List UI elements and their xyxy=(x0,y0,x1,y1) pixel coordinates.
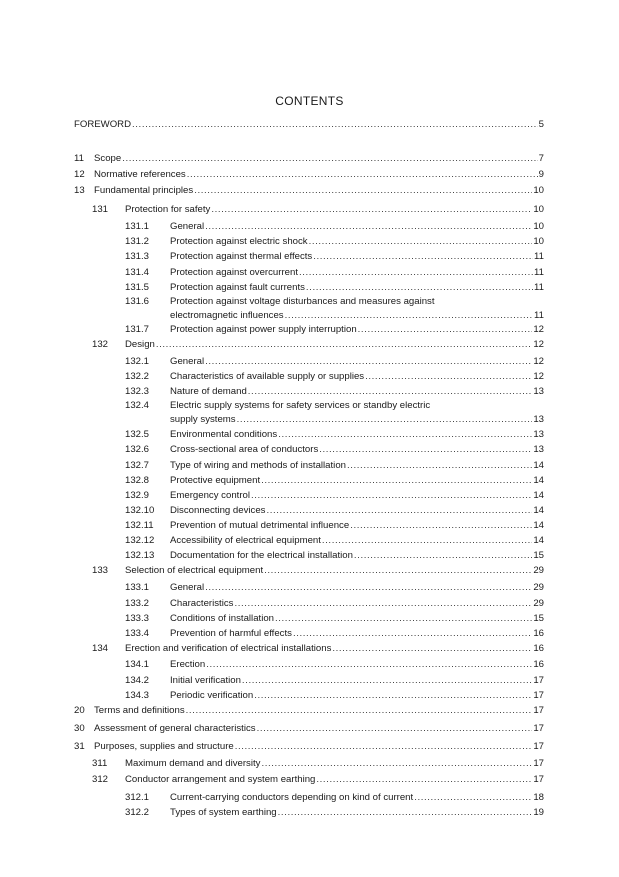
section-number: 312.2 xyxy=(125,807,150,818)
section-title[interactable]: Protection against overcurrent xyxy=(170,267,298,278)
dot-leader xyxy=(186,705,533,717)
section-number: 132.5 xyxy=(125,429,150,440)
dot-leader xyxy=(266,505,532,517)
page-number[interactable]: 29 xyxy=(533,598,544,609)
section-number: 132.2 xyxy=(125,371,150,382)
page-number[interactable]: 16 xyxy=(533,628,544,639)
dot-leader xyxy=(322,535,532,547)
section-title[interactable]: Fundamental principles xyxy=(94,185,194,196)
toc-entry[interactable] xyxy=(74,324,544,336)
dot-leader xyxy=(205,356,532,368)
dot-leader xyxy=(319,444,532,456)
dot-leader xyxy=(313,251,533,263)
page-number[interactable]: 11 xyxy=(534,267,544,278)
section-number: 20 xyxy=(74,705,85,716)
section-title[interactable]: Protection against electric shock xyxy=(170,236,308,247)
section-title[interactable]: FOREWORD xyxy=(74,119,132,130)
dot-leader xyxy=(122,153,537,165)
dot-leader xyxy=(257,723,533,735)
page-number[interactable]: 17 xyxy=(533,675,544,686)
dot-leader xyxy=(306,282,533,294)
section-number: 132.6 xyxy=(125,444,150,455)
toc-entry[interactable] xyxy=(74,520,544,532)
toc-entry-line1[interactable]: Electric supply systems for safety services or standby electric xyxy=(170,400,431,411)
page-title: CONTENTS xyxy=(275,94,344,108)
toc-entry[interactable] xyxy=(74,741,544,753)
section-title[interactable]: Type of wiring and methods of installation xyxy=(170,460,346,471)
page-number[interactable]: 16 xyxy=(533,659,544,670)
section-title[interactable]: Emergency control xyxy=(170,490,250,501)
page-number[interactable]: 10 xyxy=(533,236,544,247)
section-number: 132.8 xyxy=(125,475,150,486)
section-title[interactable]: Terms and definitions xyxy=(94,705,185,716)
section-title[interactable]: Normative references xyxy=(94,169,186,180)
section-title[interactable]: General xyxy=(170,582,205,593)
dot-leader xyxy=(414,792,532,804)
page-number[interactable]: 15 xyxy=(533,550,544,561)
page-number[interactable]: 14 xyxy=(533,520,544,531)
dot-leader xyxy=(234,598,532,610)
toc-entry[interactable] xyxy=(74,598,544,610)
toc-entry[interactable] xyxy=(74,339,544,351)
section-number: 132.9 xyxy=(125,490,150,501)
section-number: 131.7 xyxy=(125,324,150,335)
section-title[interactable]: Accessibility of electrical equipment xyxy=(170,535,321,546)
dot-leader xyxy=(132,119,538,131)
toc-entry[interactable] xyxy=(74,550,544,562)
section-number: 131.4 xyxy=(125,267,150,278)
page-number[interactable]: 17 xyxy=(533,758,544,769)
section-title[interactable]: Protection against fault currents xyxy=(170,282,305,293)
page-number[interactable]: 12 xyxy=(533,371,544,382)
section-number: 12 xyxy=(74,169,85,180)
toc-entry[interactable] xyxy=(74,582,544,594)
section-title[interactable]: Erection xyxy=(170,659,206,670)
section-number: 134.3 xyxy=(125,690,150,701)
page-number[interactable]: 14 xyxy=(533,460,544,471)
toc-entry[interactable] xyxy=(74,169,544,181)
dot-leader xyxy=(211,204,532,216)
section-number: 131.5 xyxy=(125,282,150,293)
page-number[interactable]: 17 xyxy=(533,705,544,716)
section-title[interactable]: Nature of demand xyxy=(170,386,247,397)
section-number: 132.13 xyxy=(125,550,155,561)
section-number: 13 xyxy=(74,185,85,196)
toc-entry[interactable] xyxy=(74,204,544,216)
dot-leader xyxy=(251,490,532,502)
section-title[interactable]: Disconnecting devices xyxy=(170,505,266,516)
section-number: 132.12 xyxy=(125,535,155,546)
section-title[interactable]: Protection for safety xyxy=(125,204,211,215)
dot-leader xyxy=(316,774,532,786)
page-number[interactable]: 12 xyxy=(533,339,544,350)
dot-leader xyxy=(237,414,533,426)
section-number: 132 xyxy=(92,339,109,350)
toc-entry[interactable] xyxy=(74,236,544,248)
page-number[interactable]: 14 xyxy=(533,505,544,516)
section-title[interactable]: Protection against thermal effects xyxy=(170,251,313,262)
section-title[interactable]: Prevention of harmful effects xyxy=(170,628,292,639)
toc-entry[interactable] xyxy=(74,643,544,655)
dot-leader xyxy=(235,741,533,753)
section-title[interactable]: Environmental conditions xyxy=(170,429,278,440)
toc-entry[interactable] xyxy=(74,221,544,233)
page-number[interactable]: 12 xyxy=(533,356,544,367)
section-number: 31 xyxy=(74,741,85,752)
toc-entry[interactable] xyxy=(74,490,544,502)
page-number[interactable]: 13 xyxy=(533,429,544,440)
page-number[interactable]: 11 xyxy=(534,282,544,293)
page-number[interactable]: 7 xyxy=(538,153,544,164)
page-number[interactable]: 12 xyxy=(533,324,544,335)
dot-leader xyxy=(156,339,532,351)
section-number: 134.2 xyxy=(125,675,150,686)
toc-entry[interactable] xyxy=(74,251,544,263)
section-number: 133.1 xyxy=(125,582,150,593)
section-title[interactable]: electromagnetic influences xyxy=(170,310,284,321)
page-number[interactable]: 10 xyxy=(533,204,544,215)
section-title[interactable]: Purposes, supplies and structure xyxy=(94,741,234,752)
page-number[interactable]: 17 xyxy=(533,774,544,785)
toc-entry[interactable] xyxy=(74,444,544,456)
section-number: 132.4 xyxy=(125,400,150,411)
toc-entry[interactable] xyxy=(74,119,544,131)
section-title[interactable]: Scope xyxy=(94,153,122,164)
dot-leader xyxy=(254,690,532,702)
dot-leader xyxy=(358,324,533,336)
section-title[interactable]: Conditions of installation xyxy=(170,613,274,624)
page-number[interactable]: 10 xyxy=(533,185,544,196)
section-number: 131.1 xyxy=(125,221,150,232)
section-number: 131 xyxy=(92,204,109,215)
dot-leader xyxy=(354,550,532,562)
section-title[interactable]: Characteristics of available supply or supplies xyxy=(170,371,365,382)
dot-leader xyxy=(187,169,538,181)
section-number: 131.3 xyxy=(125,251,150,262)
section-title[interactable]: Documentation for the electrical installation xyxy=(170,550,353,561)
dot-leader xyxy=(285,310,533,322)
section-number: 11 xyxy=(74,153,84,164)
page-number[interactable]: 29 xyxy=(533,565,544,576)
section-number: 312.1 xyxy=(125,792,150,803)
section-number: 133 xyxy=(92,565,109,576)
section-number: 133.3 xyxy=(125,613,150,624)
toc-entry[interactable] xyxy=(74,535,544,547)
toc-entry[interactable] xyxy=(74,429,544,441)
toc-entry[interactable] xyxy=(74,628,544,640)
toc-entry[interactable] xyxy=(74,185,544,197)
toc-entry[interactable] xyxy=(74,282,544,294)
page-number[interactable]: 18 xyxy=(533,792,544,803)
toc-entry[interactable] xyxy=(74,475,544,487)
dot-leader xyxy=(242,675,532,687)
dot-leader xyxy=(206,659,532,671)
toc-entry[interactable] xyxy=(74,505,544,517)
section-number: 30 xyxy=(74,723,85,734)
toc-entry[interactable] xyxy=(74,774,544,786)
page-number[interactable]: 14 xyxy=(533,535,544,546)
toc-entry[interactable] xyxy=(74,460,544,472)
section-number: 311 xyxy=(92,758,108,769)
toc-entry[interactable] xyxy=(74,659,544,671)
dot-leader xyxy=(205,221,532,233)
section-title[interactable]: Cross-sectional area of conductors xyxy=(170,444,319,455)
section-title[interactable]: Selection of electrical equipment xyxy=(125,565,264,576)
section-title[interactable]: supply systems xyxy=(170,414,236,425)
section-number: 132.11 xyxy=(125,520,154,531)
page-number[interactable]: 17 xyxy=(533,741,544,752)
section-number: 132.3 xyxy=(125,386,150,397)
section-number: 134.1 xyxy=(125,659,150,670)
toc-entry[interactable] xyxy=(74,356,544,368)
section-number: 133.4 xyxy=(125,628,150,639)
section-number: 133.2 xyxy=(125,598,150,609)
page-number[interactable]: 14 xyxy=(533,490,544,501)
dot-leader xyxy=(275,613,532,625)
page-number[interactable]: 11 xyxy=(534,310,544,321)
toc-entry[interactable] xyxy=(74,758,544,770)
dot-leader xyxy=(261,758,532,770)
section-number: 132.10 xyxy=(125,505,155,516)
toc-entry[interactable] xyxy=(74,675,544,687)
section-title[interactable]: General xyxy=(170,356,205,367)
page-number[interactable]: 13 xyxy=(533,386,544,397)
page-number[interactable]: 13 xyxy=(533,414,544,425)
page-number[interactable]: 11 xyxy=(534,251,544,262)
dot-leader xyxy=(194,185,532,197)
dot-leader xyxy=(293,628,532,640)
page-number[interactable]: 19 xyxy=(533,807,544,818)
section-title[interactable]: Erection and verification of electrical installations xyxy=(125,643,332,654)
section-number: 131.6 xyxy=(125,296,150,307)
section-number: 134 xyxy=(92,643,109,654)
section-title[interactable]: Types of system earthing xyxy=(170,807,277,818)
page-number[interactable]: 29 xyxy=(533,582,544,593)
section-title[interactable]: Design xyxy=(125,339,155,350)
page-number[interactable]: 9 xyxy=(538,169,544,180)
dot-leader xyxy=(248,386,533,398)
dot-leader xyxy=(299,267,533,279)
page-number[interactable]: 15 xyxy=(533,613,544,624)
section-number: 131.2 xyxy=(125,236,150,247)
section-title[interactable]: Periodic verification xyxy=(170,690,254,701)
page-number[interactable]: 13 xyxy=(533,444,544,455)
toc-entry[interactable] xyxy=(74,723,544,735)
toc-entry[interactable] xyxy=(74,807,544,819)
page-number[interactable]: 5 xyxy=(538,119,544,130)
dot-leader xyxy=(205,582,532,594)
dot-leader xyxy=(261,475,532,487)
dot-leader xyxy=(278,807,533,819)
section-title[interactable]: Conductor arrangement and system earthing xyxy=(125,774,316,785)
section-title[interactable]: Maximum demand and diversity xyxy=(125,758,261,769)
toc-entry[interactable] xyxy=(74,705,544,717)
dot-leader xyxy=(309,236,533,248)
page-number[interactable]: 17 xyxy=(533,723,544,734)
section-title[interactable]: Characteristics xyxy=(170,598,234,609)
page-number[interactable]: 17 xyxy=(533,690,544,701)
section-title[interactable]: Protection against power supply interruption xyxy=(170,324,357,335)
page-number[interactable]: 10 xyxy=(533,221,544,232)
section-number: 132.7 xyxy=(125,460,150,471)
toc-entry[interactable] xyxy=(74,267,544,279)
section-title[interactable]: Current-carrying conductors depending on kind of current xyxy=(170,792,414,803)
toc-entry[interactable] xyxy=(74,613,544,625)
dot-leader xyxy=(332,643,532,655)
dot-leader xyxy=(350,520,532,532)
section-title[interactable]: Initial verification xyxy=(170,675,241,686)
page-number[interactable]: 14 xyxy=(533,475,544,486)
section-number: 132.1 xyxy=(125,356,150,367)
section-number: 312 xyxy=(92,774,109,785)
dot-leader xyxy=(347,460,532,472)
section-title[interactable]: Protective equipment xyxy=(170,475,261,486)
toc-entry[interactable] xyxy=(74,386,544,398)
toc-entry[interactable] xyxy=(74,371,544,383)
toc-entry-line1[interactable]: Protection against voltage disturbances and measures against xyxy=(170,296,435,307)
toc-entry[interactable] xyxy=(74,792,544,804)
dot-leader xyxy=(365,371,532,383)
section-title[interactable]: General xyxy=(170,221,205,232)
section-title[interactable]: Assessment of general characteristics xyxy=(94,723,256,734)
dot-leader xyxy=(264,565,532,577)
toc-entry[interactable] xyxy=(74,565,544,577)
toc-entry[interactable] xyxy=(74,690,544,702)
toc-entry[interactable] xyxy=(74,153,544,165)
dot-leader xyxy=(278,429,532,441)
section-title[interactable]: Prevention of mutual detrimental influence xyxy=(170,520,350,531)
page-number[interactable]: 16 xyxy=(533,643,544,654)
